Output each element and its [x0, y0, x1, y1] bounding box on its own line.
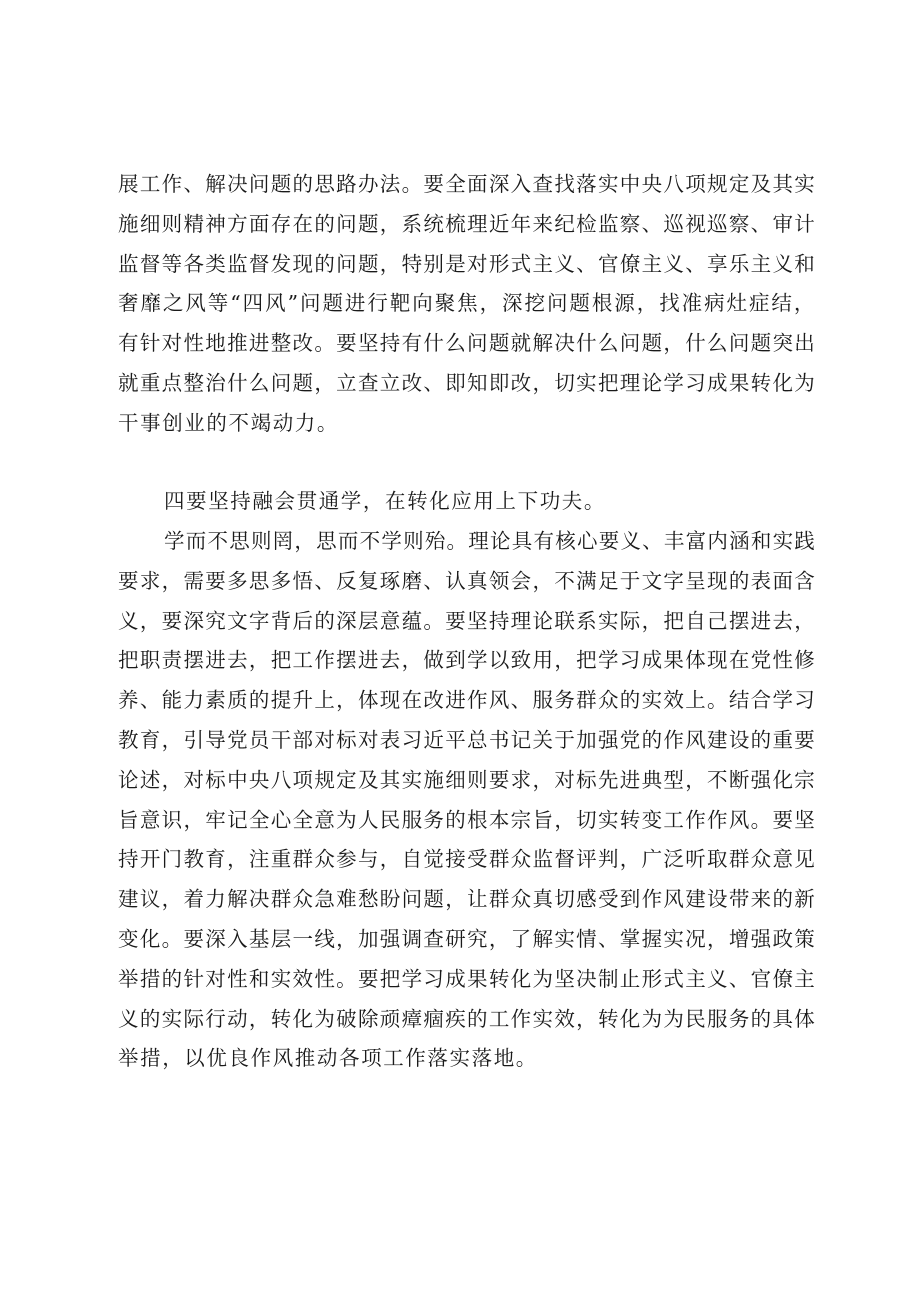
text-line: 学而不思则罔，思而不学则殆。理论具有核心要义、丰富内涵和实践	[164, 529, 816, 553]
text-line: 变化。要深入基层一线，加强调查研究，了解实情、掌握实况，增强政策	[118, 926, 816, 951]
text-line: 把职责摆进去，把工作摆进去，做到学以致用，把学习成果体现在党性修	[118, 648, 816, 673]
text-line: 有针对性地推进整改。要坚持有什么问题就解决什么问题，什么问题突出	[118, 331, 816, 356]
text-line: 就重点整治什么问题，立查立改、即知即改，切实把理论学习成果转化为	[118, 370, 816, 395]
section-heading	[118, 482, 816, 522]
text-line: 论述，对标中央八项规定及其实施细则要求，对标先进典型，不断强化宗	[118, 767, 816, 792]
text-line: 施细则精神方面存在的问题，系统梳理近年来纪检监察、巡视巡察、审计	[118, 211, 816, 236]
text-line: 四要坚持融会贯通学，在转化应用上下功夫。	[164, 489, 606, 513]
text-line: 义的实际行动，转化为破除顽瘴痼疾的工作实效，转化为为民服务的具体	[118, 1006, 816, 1031]
text-line: 举措的针对性和实效性。要把学习成果转化为坚决制止形式主义、官僚主	[118, 966, 816, 991]
text-line: 养、能力素质的提升上，体现在改进作风、服务群众的实效上。结合学习	[118, 688, 816, 713]
text-line: 教育，引导党员干部对标对表习近平总书记关于加强党的作风建设的重要	[118, 727, 816, 752]
paragraph-continuation	[118, 165, 816, 444]
text-line: 持开门教育，注重群众参与，自觉接受群众监督评判，广泛听取群众意见	[118, 847, 816, 872]
text-line: 建议，着力解决群众急难愁盼问题，让群众真切感受到作风建设带来的新	[118, 887, 816, 912]
text-line: 旨意识，牢记全心全意为人民服务的根本宗旨，切实转变工作作风。要坚	[118, 807, 816, 832]
text-line: 举措，以优良作风推动各项工作落实落地。	[118, 1046, 538, 1071]
text-line: 监督等各类监督发现的问题，特别是对形式主义、官僚主义、享乐主义和	[118, 251, 816, 276]
text-line: 要求，需要多思多悟、反复琢磨、认真领会，不满足于文字呈现的表面含	[118, 568, 816, 593]
text-line: 义，要深究文字背后的深层意蕴。要坚持理论联系实际，把自己摆进去，	[118, 608, 816, 633]
paragraph-body	[118, 522, 816, 1079]
text-line: 奢靡之风等“四风”问题进行靶向聚焦，深挖问题根源，找准病灶症结，	[118, 291, 816, 316]
text-line: 展工作、解决问题的思路办法。要全面深入查找落实中央八项规定及其实	[118, 172, 816, 196]
text-line: 干事创业的不竭动力。	[118, 410, 339, 435]
